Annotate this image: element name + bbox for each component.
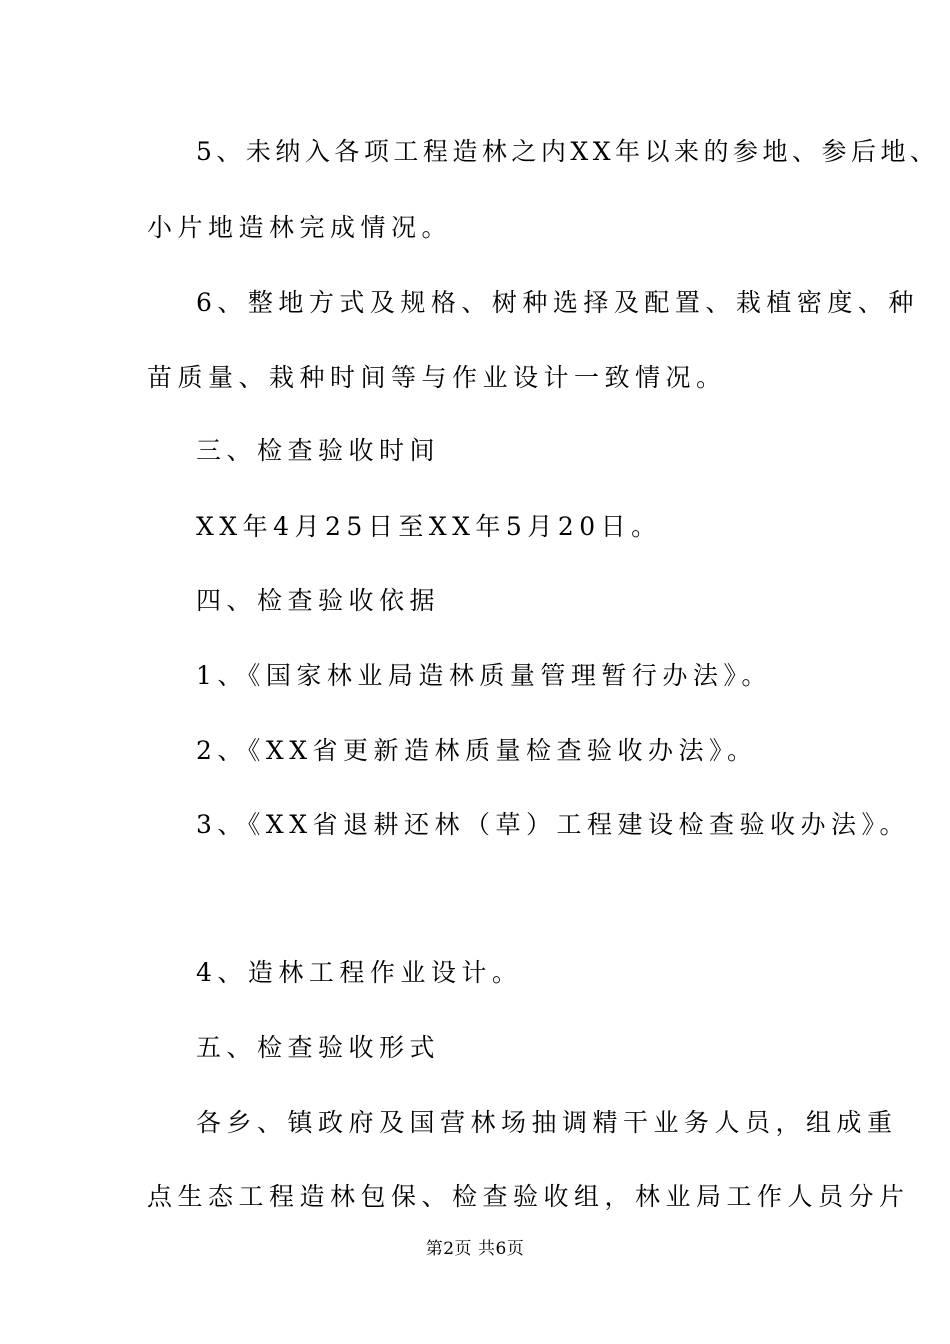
text-line: 点生态工程造林包保、检查验收组，林业局工作人员分片 — [147, 1182, 910, 1211]
text-line: XX年4月25日至XX年5月20日。 — [196, 512, 662, 541]
section-heading: 五、检查验收形式 — [196, 1033, 441, 1062]
page-indicator: 第2页 共6页 — [425, 1239, 525, 1259]
text-line: 5、未纳入各项工程造林之内XX年以来的参地、参后地、 — [196, 137, 940, 166]
section-heading: 三、检查验收时间 — [196, 436, 441, 465]
text-line: 苗质量、栽种时间等与作业设计一致情况。 — [147, 363, 727, 392]
list-item: 4、造林工程作业设计。 — [196, 958, 523, 987]
section-heading: 四、检查验收依据 — [196, 586, 441, 615]
text-line: 小片地造林完成情况。 — [147, 213, 453, 242]
list-item: 1、《国家林业局造林质量管理暂行办法》。 — [196, 661, 772, 690]
text-line: 各乡、镇政府及国营林场抽调精干业务人员，组成重 — [196, 1108, 898, 1137]
list-item: 3、《XX省退耕还林（草）工程建设检查验收办法》。 — [196, 810, 911, 839]
text-line: 6、整地方式及规格、树种选择及配置、栽植密度、种 — [196, 288, 919, 317]
list-item: 2、《XX省更新造林质量检查验收办法》。 — [196, 736, 758, 765]
